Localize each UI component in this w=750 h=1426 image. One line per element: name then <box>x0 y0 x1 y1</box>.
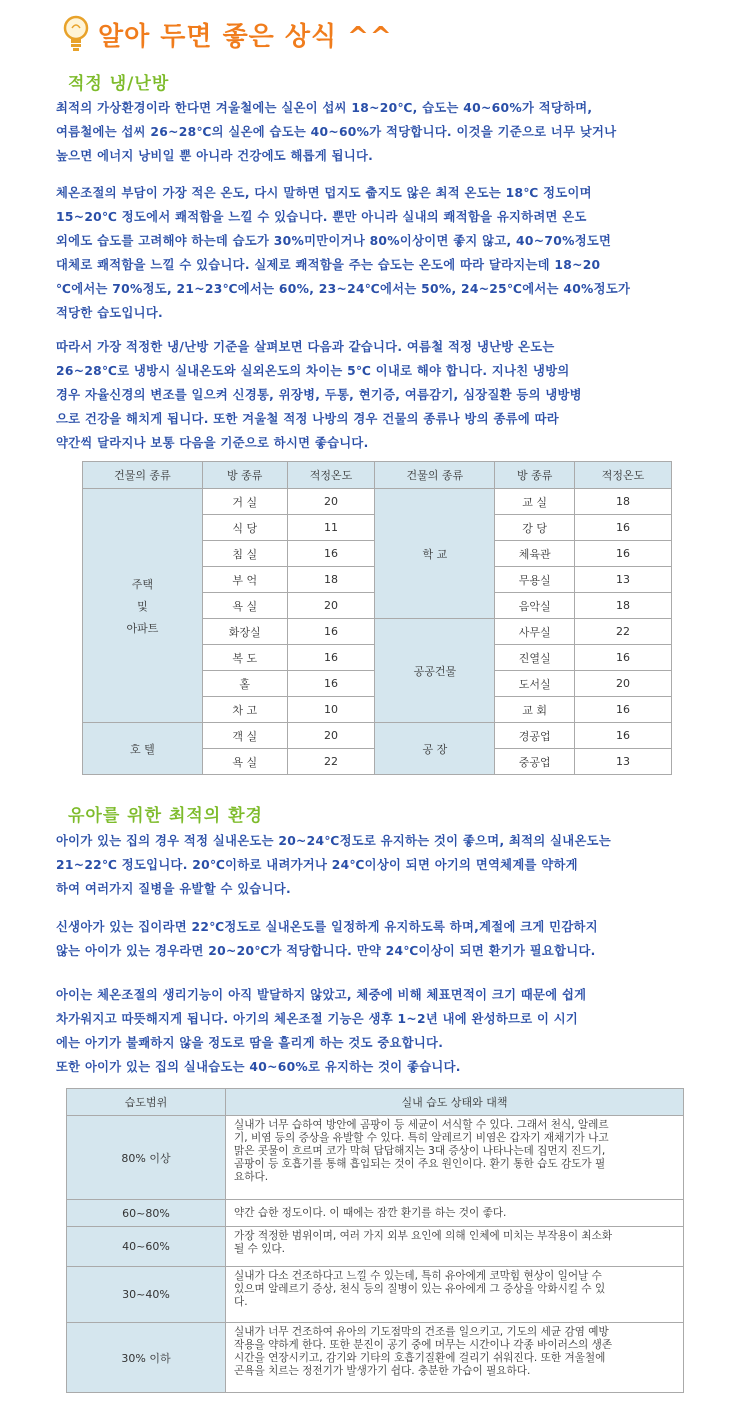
room-type-cell: 교 회 <box>495 697 575 723</box>
temperature-cell: 16 <box>575 515 672 541</box>
temperature-cell: 16 <box>575 697 672 723</box>
temperature-cell: 16 <box>287 645 375 671</box>
room-type-cell: 거 실 <box>202 489 287 515</box>
description-line: 곰팡이 등 호흡기를 통해 흡입되는 것이 주요 원인이다. 환기 통한 습도 감도가 필 <box>234 1158 606 1170</box>
text-line: 26~28℃로 냉방시 실내온도와 실외온도의 차이는 5℃ 이내로 해야 합니다. 지나친 냉방의 <box>56 364 570 378</box>
lightbulb-icon <box>62 14 90 54</box>
description-line: 약간 습한 정도이다. 이 때에는 잠깐 환기를 하는 것이 좋다. <box>234 1206 507 1219</box>
text-line: 경우 자율신경의 변조를 일으켜 신경통, 위장병, 두통, 현기증, 여름감기, 심장질환 등의 냉방병 <box>56 388 582 402</box>
room-type-cell: 도서실 <box>495 671 575 697</box>
description-line: 기, 비염 등의 증상을 유발할 수 있다. 특히 알레르기 비염은 갑자기 재채기가 나고 <box>234 1132 609 1144</box>
heating-temperature-table <box>82 461 672 775</box>
section-title-infant-environment: 유아를 위한 최적의 환경 <box>68 806 263 826</box>
room-type-cell: 진열실 <box>495 645 575 671</box>
text-line: 여름철에는 섭씨 26~28℃의 실온에 습도는 40~60%가 적당합니다. 이것을 기준으로 너무 낮거나 <box>56 125 617 139</box>
room-type-cell: 무용실 <box>495 567 575 593</box>
humidity-table <box>66 1088 684 1393</box>
description-line: 맑은 콧물이 흐르며 코가 막혀 답답해지는 3대 증상이 나타나는데 집먼지 진드기, <box>234 1145 606 1157</box>
table-row <box>83 723 672 749</box>
description-line: 곤욕을 치르는 정전기가 발생가기 쉽다. 충분한 가습이 필요하다. <box>234 1365 531 1377</box>
temperature-cell: 18 <box>575 593 672 619</box>
room-type-cell: 교 실 <box>495 489 575 515</box>
room-type-cell: 경공업 <box>495 723 575 749</box>
text-line: 하여 여러가지 질병을 유발할 수 있습니다. <box>56 882 291 896</box>
building-type-cell: 공 장 <box>375 723 495 775</box>
temperature-cell: 16 <box>575 541 672 567</box>
table-row <box>67 1323 684 1393</box>
humidity-range-cell: 80% 이상 <box>67 1116 226 1200</box>
text-line: 15~20℃ 정도에서 쾌적함을 느낄 수 있습니다. 뿐만 아니라 실내의 쾌적함을 유지하려면 온도 <box>56 210 587 224</box>
temperature-cell: 22 <box>287 749 375 775</box>
table-row <box>83 489 672 515</box>
temperature-cell: 16 <box>287 671 375 697</box>
text-line: ℃에서는 70%정도, 21~23℃에서는 60%, 23~24℃에서는 50%, 24~25℃에서는 40%정도가 <box>56 282 631 296</box>
paragraph-comfort-temperature <box>56 181 720 325</box>
description-line: 작용을 약하게 한다. 또한 분진이 공기 중에 머무는 시간이나 각종 바이러스의 생존 <box>234 1339 613 1351</box>
table-header-row <box>83 462 672 489</box>
humidity-description-cell <box>226 1267 684 1323</box>
room-type-cell: 식 당 <box>202 515 287 541</box>
page-header <box>62 12 393 56</box>
temperature-cell: 16 <box>575 645 672 671</box>
temperature-cell: 13 <box>575 749 672 775</box>
paragraph-newborn <box>56 915 720 963</box>
table-row <box>67 1116 684 1200</box>
table-row <box>67 1200 684 1227</box>
temperature-cell: 20 <box>287 593 375 619</box>
humidity-range-cell: 40~60% <box>67 1227 226 1267</box>
description-line: 시간을 연장시키고, 감기와 기타의 호흡기질환에 걸리기 쉬워진다. 또한 겨울철에 <box>234 1352 606 1364</box>
text-line: 적당한 습도입니다. <box>56 306 163 320</box>
description-line: 다. <box>234 1296 248 1308</box>
column-header: 실내 습도 상태와 대책 <box>226 1089 684 1116</box>
text-line: 체온조절의 부담이 가장 적은 온도, 다시 말하면 덥지도 춥지도 않은 최적 온도는 18℃ 정도이며 <box>56 186 592 200</box>
humidity-range-cell: 30% 이하 <box>67 1323 226 1393</box>
building-type-cell: 학 교 <box>375 489 495 619</box>
temperature-cell: 16 <box>287 541 375 567</box>
temperature-cell: 20 <box>575 671 672 697</box>
text-line: 또한 아이가 있는 집의 실내습도는 40~60%로 유지하는 것이 좋습니다. <box>56 1060 461 1074</box>
room-type-cell: 복 도 <box>202 645 287 671</box>
building-type-cell: 호 텔 <box>83 723 203 775</box>
temperature-cell: 18 <box>575 489 672 515</box>
building-type-line: 및 <box>137 599 148 613</box>
description-line: 실내가 너무 건조하여 유아의 기도점막의 건조를 일으키고, 기도의 세균 감염 예방 <box>234 1326 609 1338</box>
text-line: 에는 아기가 불쾌하지 않을 정도로 땀을 흘리게 하는 것도 중요합니다. <box>56 1036 444 1050</box>
text-line: 차가워지고 따뜻해지게 됩니다. 아기의 체온조절 기능은 생후 1~2년 내에 완성하므로 이 시기 <box>56 1012 579 1026</box>
text-line: 신생아가 있는 집이라면 22℃정도로 실내온도를 일정하게 유지하도록 하며,계절에 크게 민감하지 <box>56 920 598 934</box>
column-header: 적정온도 <box>287 462 375 489</box>
room-type-cell: 체육관 <box>495 541 575 567</box>
table-header-row <box>67 1089 684 1116</box>
text-line: 따라서 가장 적정한 냉/난방 기준을 살펴보면 다음과 같습니다. 여름철 적정 냉난방 온도는 <box>56 340 555 354</box>
text-line: 대체로 쾌적함을 느낄 수 있습니다. 실제로 쾌적함을 주는 습도는 온도에 따라 달라지는데 18~20 <box>56 258 601 272</box>
description-line: 실내가 너무 습하여 방안에 곰팡이 등 세균이 서식할 수 있다. 그래서 천식, 알레르 <box>234 1119 609 1131</box>
text-line: 외에도 습도를 고려해야 하는데 습도가 30%미만이거나 80%이상이면 좋지 않고, 40~70%정도면 <box>56 234 612 248</box>
humidity-description-cell <box>226 1116 684 1200</box>
description-line: 요하다. <box>234 1171 269 1183</box>
building-type-cell: 공공건물 <box>375 619 495 723</box>
text-line: 약간씩 달라지나 보통 다음을 기준으로 하시면 좋습니다. <box>56 436 369 450</box>
room-type-cell: 부 억 <box>202 567 287 593</box>
description-line: 실내가 다소 건조하다고 느낄 수 있는데, 특히 유아에게 코막힘 현상이 일어날 수 <box>234 1270 602 1282</box>
text-line: 으로 건강을 해치게 됩니다. 또한 겨울철 적정 나방의 경우 건물의 종류나 방의 종류에 따라 <box>56 412 559 426</box>
temperature-cell: 13 <box>575 567 672 593</box>
description-line: 가장 적정한 범위이며, 여러 가지 외부 요인에 의해 인체에 미치는 부작용이 최소화 <box>234 1230 613 1242</box>
temperature-cell: 20 <box>287 489 375 515</box>
room-type-cell: 차 고 <box>202 697 287 723</box>
building-type-line: 아파트 <box>126 621 159 635</box>
room-type-cell: 음악실 <box>495 593 575 619</box>
column-header: 방 종류 <box>202 462 287 489</box>
table-row <box>67 1267 684 1323</box>
text-line: 높으면 에너지 낭비일 뿐 아니라 건강에도 해롭게 됩니다. <box>56 149 374 163</box>
temperature-cell: 22 <box>575 619 672 645</box>
text-line: 최적의 가상환경이라 한다면 겨울철에는 실온이 섭씨 18~20℃, 습도는 40~60%가 적당하며, <box>56 101 593 115</box>
building-type-cell <box>83 489 203 723</box>
temperature-cell: 10 <box>287 697 375 723</box>
humidity-description-cell <box>226 1323 684 1393</box>
text-line: 21~22℃ 정도입니다. 20℃이하로 내려가거나 24℃이상이 되면 아기의 면역체계를 약하게 <box>56 858 578 872</box>
column-header: 방 종류 <box>495 462 575 489</box>
room-type-cell: 욕 실 <box>202 593 287 619</box>
temperature-cell: 20 <box>287 723 375 749</box>
paragraph-optimal-environment <box>56 96 720 168</box>
humidity-range-cell: 60~80% <box>67 1200 226 1227</box>
temperature-cell: 16 <box>575 723 672 749</box>
room-type-cell: 홀 <box>202 671 287 697</box>
room-type-cell: 욕 실 <box>202 749 287 775</box>
column-header: 건물의 종류 <box>375 462 495 489</box>
paragraph-body-temperature <box>56 983 720 1079</box>
description-line: 있으며 알레르기 증상, 천식 등의 질병이 있는 유아에게 그 증상을 악화시킬 수 있 <box>234 1283 606 1295</box>
room-type-cell: 침 실 <box>202 541 287 567</box>
text-line: 아이가 있는 집의 경우 적정 실내온도는 20~24℃정도로 유지하는 것이 좋으며, 최적의 실내온도는 <box>56 834 612 848</box>
room-type-cell: 화장실 <box>202 619 287 645</box>
text-line: 않는 아이가 있는 경우라면 20~20℃가 적당합니다. 만약 24℃이상이 되면 환기가 필요합니다. <box>56 944 596 958</box>
section-title-heating-cooling: 적정 냉/난방 <box>68 74 170 94</box>
column-header: 건물의 종류 <box>83 462 203 489</box>
room-type-cell: 사무실 <box>495 619 575 645</box>
room-type-cell: 객 실 <box>202 723 287 749</box>
text-line: 아이는 체온조절의 생리기능이 아직 발달하지 않았고, 체중에 비해 체표면적이 크기 때문에 쉽게 <box>56 988 587 1002</box>
humidity-description-cell <box>226 1200 684 1227</box>
paragraph-standards <box>56 335 720 455</box>
page-title: 알아 두면 좋은 상식 ^^ <box>98 21 393 52</box>
temperature-cell: 16 <box>287 619 375 645</box>
column-header: 습도범위 <box>67 1089 226 1116</box>
description-line: 될 수 있다. <box>234 1243 286 1255</box>
humidity-range-cell: 30~40% <box>67 1267 226 1323</box>
building-type-line: 주택 <box>131 577 154 591</box>
temperature-cell: 18 <box>287 567 375 593</box>
table-row <box>67 1227 684 1267</box>
temperature-cell: 11 <box>287 515 375 541</box>
humidity-description-cell <box>226 1227 684 1267</box>
column-header: 적정온도 <box>575 462 672 489</box>
paragraph-infant-temperature <box>56 829 720 901</box>
room-type-cell: 중공업 <box>495 749 575 775</box>
room-type-cell: 강 당 <box>495 515 575 541</box>
